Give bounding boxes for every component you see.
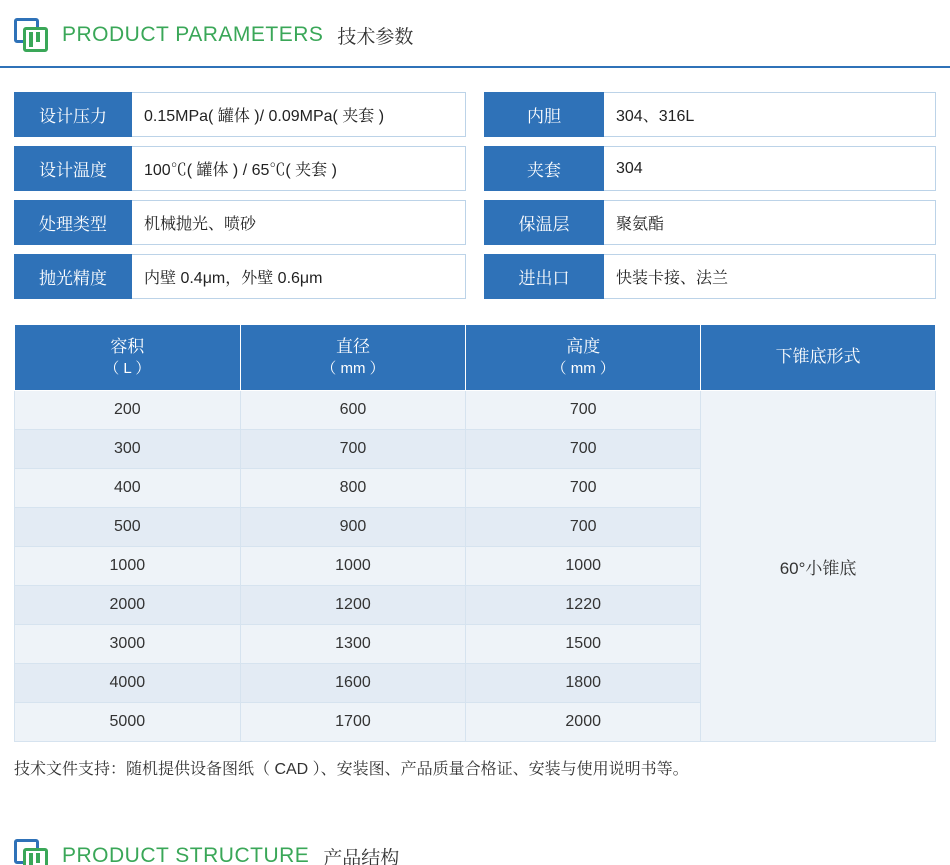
spec-column-right xyxy=(484,92,936,308)
double-square-logo-icon xyxy=(14,18,48,52)
spec-label: 保温层 xyxy=(484,200,604,245)
logo-bar-short xyxy=(36,853,40,863)
cell-height: 1220 xyxy=(466,586,701,625)
cell-height: 700 xyxy=(466,469,701,508)
cell-diameter: 1200 xyxy=(240,586,466,625)
cell-diameter: 1600 xyxy=(240,664,466,703)
spec-label: 处理类型 xyxy=(14,200,132,245)
column-header-height xyxy=(466,325,701,391)
section-header-parameters xyxy=(0,0,950,68)
spec-label: 设计压力 xyxy=(14,92,132,137)
column-header-volume xyxy=(15,325,241,391)
spec-label: 抛光精度 xyxy=(14,254,132,299)
table-row xyxy=(15,391,936,430)
spec-value: 304、316L xyxy=(604,92,936,137)
cell-volume: 400 xyxy=(15,469,241,508)
spec-column-left xyxy=(14,92,466,308)
cell-volume: 1000 xyxy=(15,547,241,586)
cell-height: 2000 xyxy=(466,703,701,742)
cell-diameter: 600 xyxy=(240,391,466,430)
spec-value: 快装卡接、法兰 xyxy=(604,254,936,299)
cell-diameter: 700 xyxy=(240,430,466,469)
cell-height: 1500 xyxy=(466,625,701,664)
section-header-structure xyxy=(0,821,950,865)
section-title-en: PRODUCT STRUCTURE xyxy=(62,844,310,865)
spec-label: 夹套 xyxy=(484,146,604,191)
cell-diameter: 800 xyxy=(240,469,466,508)
column-header-diameter xyxy=(240,325,466,391)
cell-height: 700 xyxy=(466,508,701,547)
spec-row xyxy=(14,92,466,137)
dimension-table xyxy=(14,324,936,742)
spec-row xyxy=(484,92,936,137)
cell-volume: 300 xyxy=(15,430,241,469)
spec-value: 100℃( 罐体 ) / 65℃( 夹套 ) xyxy=(132,146,466,191)
cell-cone-type: 60°小锥底 xyxy=(701,391,936,742)
logo-bar-tall xyxy=(29,853,33,865)
cell-diameter: 900 xyxy=(240,508,466,547)
column-header-unit: （ L ） xyxy=(104,359,151,377)
cell-diameter: 1700 xyxy=(240,703,466,742)
cell-volume: 500 xyxy=(15,508,241,547)
cell-height: 700 xyxy=(466,430,701,469)
spec-value: 304 xyxy=(604,146,936,191)
column-header-name: 高度 xyxy=(566,336,601,356)
technical-documents-footnote: 技术文件支持：随机提供设备图纸（ CAD ）、安装图、产品质量合格证、安装与使用说明书等。 xyxy=(14,761,689,778)
cell-height: 1000 xyxy=(466,547,701,586)
cell-volume: 3000 xyxy=(15,625,241,664)
cell-volume: 5000 xyxy=(15,703,241,742)
spec-row xyxy=(14,254,466,299)
double-square-logo-icon xyxy=(14,839,48,865)
logo-bar-tall xyxy=(29,32,33,47)
column-header-name: 下锥底形式 xyxy=(775,347,861,367)
spec-grid xyxy=(0,68,950,308)
section-title-en: PRODUCT PARAMETERS xyxy=(62,23,324,46)
dimension-table-wrap xyxy=(0,308,950,742)
cell-diameter: 1300 xyxy=(240,625,466,664)
column-header-unit: （ mm ） xyxy=(321,359,385,377)
spec-label: 设计温度 xyxy=(14,146,132,191)
column-header-unit: （ mm ） xyxy=(551,359,615,377)
cell-volume: 2000 xyxy=(15,586,241,625)
column-header-cone-type xyxy=(701,325,936,391)
cell-diameter: 1000 xyxy=(240,547,466,586)
cell-height: 700 xyxy=(466,391,701,430)
spec-value: 聚氨酯 xyxy=(604,200,936,245)
spec-row xyxy=(484,254,936,299)
spec-value: 0.15MPa( 罐体 )/ 0.09MPa( 夹套 ) xyxy=(132,92,466,137)
logo-bar-short xyxy=(36,32,40,42)
spec-row xyxy=(484,200,936,245)
cell-height: 1800 xyxy=(466,664,701,703)
column-header-name: 直径 xyxy=(335,336,370,356)
cell-volume: 4000 xyxy=(15,664,241,703)
spec-label: 内胆 xyxy=(484,92,604,137)
spec-row xyxy=(14,146,466,191)
column-header-name: 容积 xyxy=(110,336,145,356)
cell-volume: 200 xyxy=(15,391,241,430)
spec-row xyxy=(484,146,936,191)
spec-label: 进出口 xyxy=(484,254,604,299)
spec-value: 机械抛光、喷砂 xyxy=(132,200,466,245)
section-title-cn: 产品结构 xyxy=(323,847,400,865)
table-header-row xyxy=(15,325,936,391)
spec-value: 内壁 0.4μm，外壁 0.6μm xyxy=(132,254,466,299)
spec-row xyxy=(14,200,466,245)
section-title-cn: 技术参数 xyxy=(337,26,414,48)
